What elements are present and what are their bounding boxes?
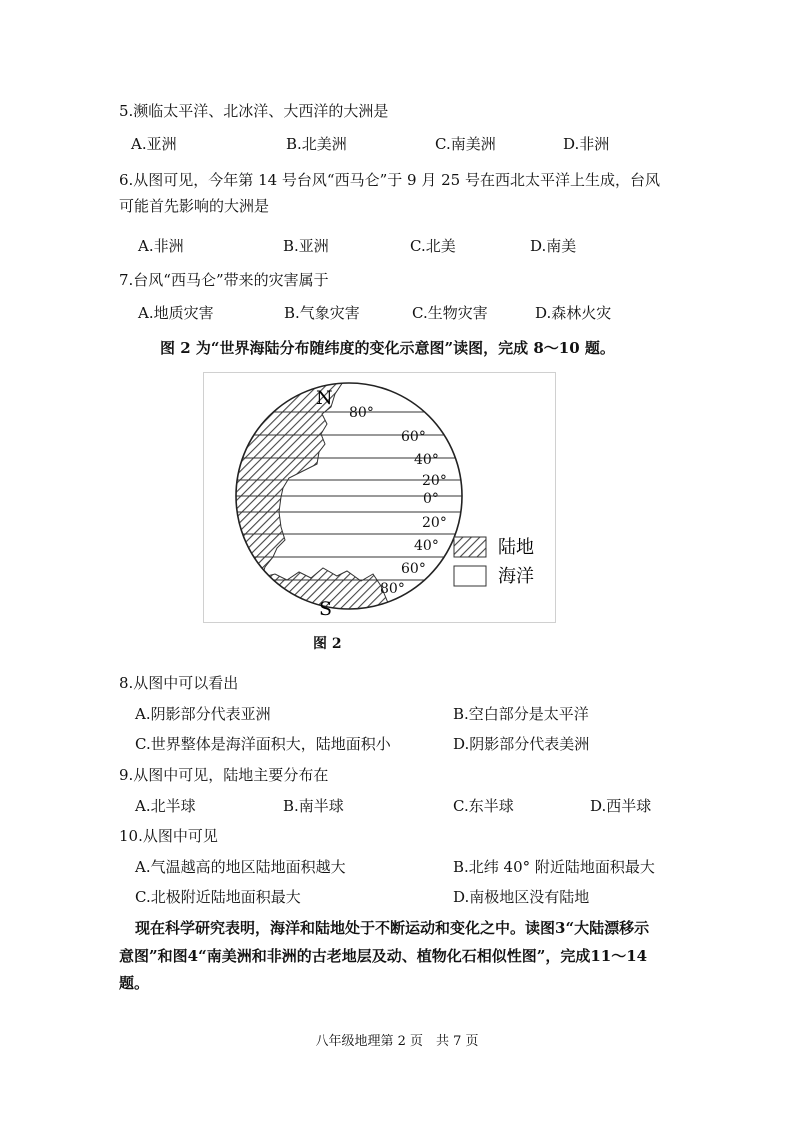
lat-label-n40: 40° (414, 452, 439, 468)
figure2-caption: 图 2 (313, 636, 342, 652)
figure2-diagram (203, 372, 556, 624)
page-footer: 八年级地理第 2 页 共 7 页 (315, 1034, 479, 1049)
lat-label-s20: 20° (422, 515, 447, 531)
q7-option-a: A.地质灾害 (138, 304, 214, 322)
q6-option-d: D.南美 (530, 237, 577, 255)
q6-stem-line1: 6.从图可见，今年第 14 号台风“西马仑”于 9 月 25 号在西北太平洋上生成，台风 (119, 171, 660, 189)
lat-label-n20: 20° (422, 473, 447, 489)
legend-ocean-label: 海洋 (498, 566, 534, 587)
q10-option-b: B.北纬 40° 附近陆地面积最大 (453, 858, 655, 876)
q6-option-c: C.北美 (410, 237, 456, 255)
pole-north-label: N (316, 387, 333, 409)
q7-option-b: B.气象灾害 (284, 304, 360, 322)
lat-label-n80: 80° (349, 405, 374, 421)
lat-label-equator: 0° (423, 491, 439, 507)
q6-option-a: A.非洲 (138, 237, 184, 255)
q9-option-c: C.东半球 (453, 797, 514, 815)
q5-stem: 5.濒临太平洋、北冰洋、大西洋的大洲是 (119, 102, 389, 120)
lat-label-s60: 60° (401, 561, 426, 577)
q9-option-a: A.北半球 (135, 797, 196, 815)
q9-option-d: D.西半球 (590, 797, 652, 815)
q5-option-c: C.南美洲 (435, 135, 496, 153)
lat-label-n60: 60° (401, 429, 426, 445)
q8-stem: 8.从图中可以看出 (119, 674, 239, 692)
q10-option-d: D.南极地区没有陆地 (453, 888, 590, 906)
q10-option-a: A.气温越高的地区陆地面积越大 (135, 858, 346, 876)
q5-option-b: B.北美洲 (286, 135, 347, 153)
q9-option-b: B.南半球 (283, 797, 344, 815)
lat-label-s80: 80° (380, 581, 405, 597)
figure2-intro: 图 2 为“世界海陆分布随纬度的变化示意图”读图，完成 8～10 题。 (160, 339, 615, 357)
figure3-intro-line1: 现在科学研究表明，海洋和陆地处于不断运动和变化之中。读图3“大陆漂移示 (135, 919, 650, 937)
q10-stem: 10.从图中可见 (119, 827, 218, 845)
q8-option-d: D.阴影部分代表美洲 (453, 735, 590, 753)
legend-land-swatch (454, 537, 486, 557)
q8-option-b: B.空白部分是太平洋 (453, 705, 589, 723)
q8-option-c: C.世界整体是海洋面积大，陆地面积小 (135, 735, 391, 753)
legend-ocean-swatch (454, 566, 486, 586)
q7-option-d: D.森林火灾 (535, 304, 612, 322)
figure3-intro-line2: 意图”和图4“南美洲和非洲的古老地层及动、植物化石相似性图”，完成11～14 (119, 947, 648, 965)
q5-option-a: A.亚洲 (131, 135, 177, 153)
pole-south-label: S (319, 598, 333, 620)
q5-option-d: D.非洲 (563, 135, 610, 153)
q9-stem: 9.从图中可见，陆地主要分布在 (119, 766, 329, 784)
lat-label-s40: 40° (414, 538, 439, 554)
q6-stem-line2: 可能首先影响的大洲是 (119, 197, 270, 215)
q6-option-b: B.亚洲 (283, 237, 329, 255)
q8-option-a: A.阴影部分代表亚洲 (135, 705, 271, 723)
figure3-intro-line3: 题。 (119, 974, 150, 992)
q7-option-c: C.生物灾害 (412, 304, 488, 322)
legend-land-label: 陆地 (498, 537, 534, 558)
q7-stem: 7.台风“西马仑”带来的灾害属于 (119, 271, 329, 289)
q10-option-c: C.北极附近陆地面积最大 (135, 888, 301, 906)
